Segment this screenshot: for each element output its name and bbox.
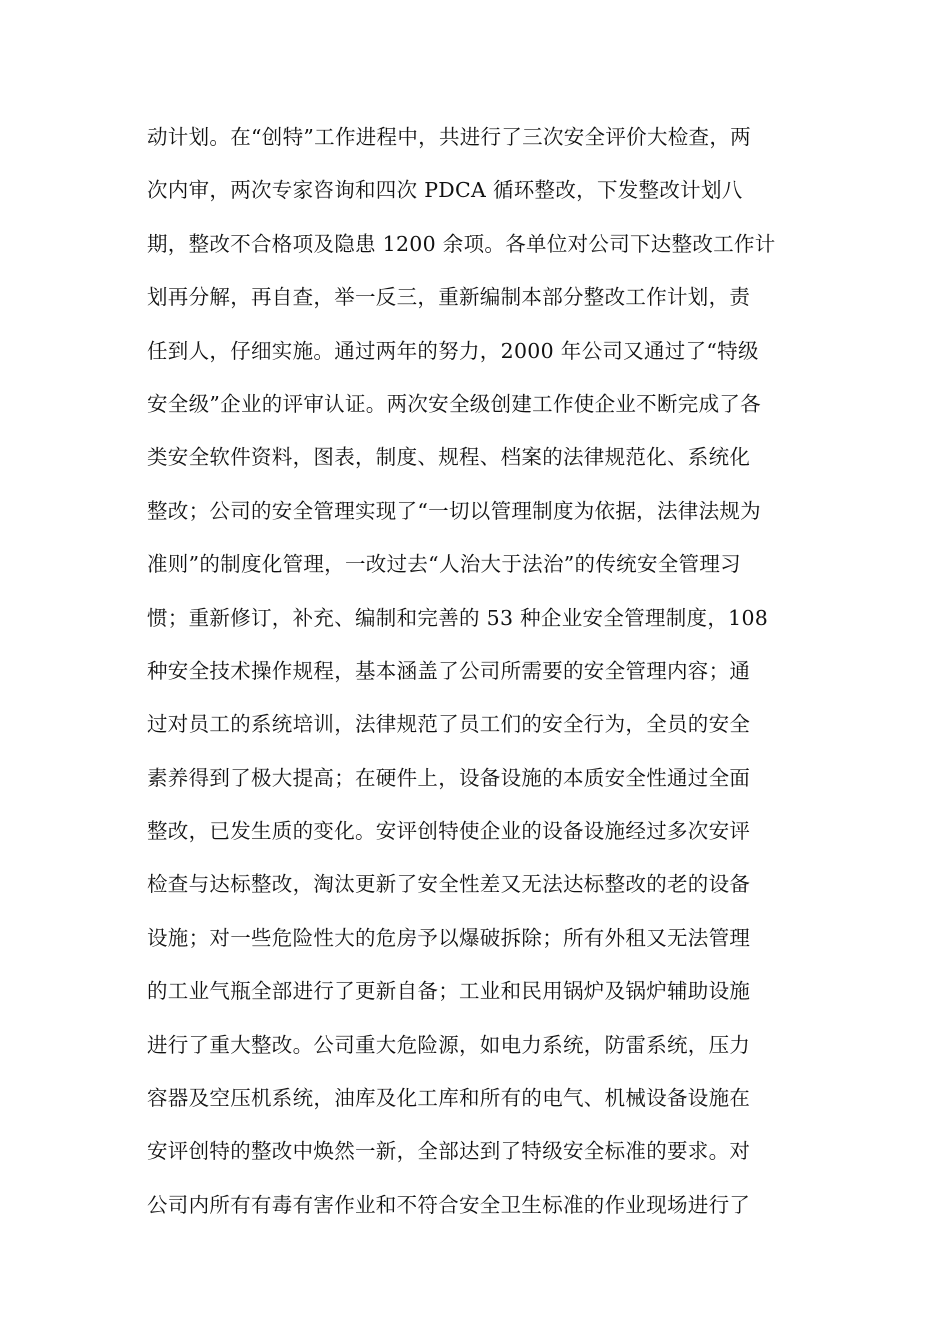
text-line: 素养得到了极大提高；在硬件上，设备设施的本质安全性通过全面	[147, 765, 751, 790]
body-paragraph	[147, 117, 807, 1238]
text-line: 任到人，仔细实施。通过两年的努力，2000 年公司又通过了“特级	[147, 338, 759, 363]
text-line: 惯；重新修订，补充、编制和完善的 53 种企业安全管理制度，108	[147, 605, 769, 630]
text-line: 设施；对一些危险性大的危房予以爆破拆除；所有外租又无法管理	[147, 925, 751, 950]
text-line: 动计划。在“创特”工作进程中，共进行了三次安全评价大检查，两	[147, 125, 751, 149]
text-line: 安评创特的整改中焕然一新，全部达到了特级安全标准的要求。对	[147, 1139, 751, 1164]
text-line: 整改；公司的安全管理实现了“一切以管理制度为依据，法律法规为	[147, 498, 761, 523]
text-line: 公司内所有有毒有害作业和不符合安全卫生标准的作业现场进行了	[147, 1192, 751, 1217]
text-line: 类安全软件资料，图表，制度、规程、档案的法律规范化、系统化	[147, 445, 751, 470]
text-line: 划再分解，再自查，举一反三，重新编制本部分整改工作计划，责	[147, 285, 751, 310]
text-line: 安全级”企业的评审认证。两次安全级创建工作使企业不断完成了各	[147, 391, 761, 416]
text-line: 容器及空压机系统，油库及化工库和所有的电气、机械设备设施在	[147, 1086, 751, 1111]
text-line: 进行了重大整改。公司重大危险源，如电力系统，防雷系统，压力	[147, 1032, 751, 1057]
text-line: 的工业气瓶全部进行了更新自备；工业和民用锅炉及锅炉辅助设施	[147, 979, 751, 1004]
text-line: 种安全技术操作规程，基本涵盖了公司所需要的安全管理内容；通	[147, 658, 751, 683]
text-line: 期，整改不合格项及隐患 1200 余项。各单位对公司下达整改工作计	[147, 231, 776, 256]
text-line: 次内审，两次专家咨询和四次 PDCA 循环整改，下发整改计划八	[147, 178, 743, 203]
text-line: 准则”的制度化管理，一改过去“人治大于法治”的传统安全管理习	[147, 552, 741, 577]
text-line: 过对员工的系统培训，法律规范了员工们的安全行为，全员的安全	[147, 712, 751, 737]
text-line: 整改，已发生质的变化。安评创特使企业的设备设施经过多次安评	[147, 819, 751, 844]
text-line: 检查与达标整改，淘汰更新了安全性差又无法达标整改的老的设备	[147, 872, 751, 897]
